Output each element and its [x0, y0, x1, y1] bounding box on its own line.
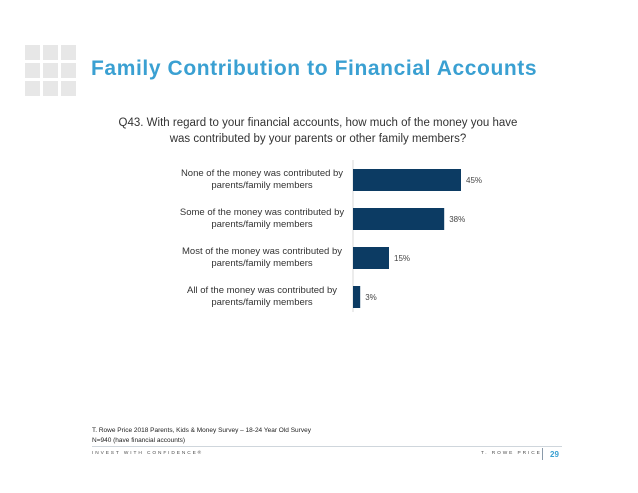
footer-divider — [92, 446, 562, 447]
footnote-sample: N=940 (have financial accounts) — [92, 437, 186, 444]
footer-tagline: INVEST WITH CONFIDENCE® — [92, 451, 204, 456]
category-label: parents/family members — [211, 297, 313, 308]
bar — [353, 247, 389, 269]
bar — [353, 208, 444, 230]
bar — [353, 169, 461, 191]
survey-question: Q43. With regard to your financial accounts, how much of the money you have was contributed by your parents or other family members? — [118, 117, 518, 145]
category-label: parents/family members — [211, 258, 313, 269]
source-footnote — [92, 426, 311, 446]
category-label: None of the money was contributed by — [180, 168, 344, 179]
page-number: 29 — [550, 450, 559, 459]
category-label: Some of the money was contributed by — [179, 207, 345, 218]
data-label: 3% — [365, 293, 377, 302]
footer-brand: T. ROWE PRICE — [481, 451, 542, 456]
category-label: parents/family members — [211, 219, 313, 230]
category-label: parents/family members — [211, 180, 313, 191]
data-label: 38% — [449, 215, 466, 224]
category-label: Most of the money was contributed by — [182, 246, 342, 257]
bar — [353, 286, 360, 308]
page-title: Family Contribution to Financial Accounts — [91, 57, 538, 80]
footnote-source: T. Rowe Price 2018 Parents, Kids & Money Survey – 18-24 Year Old Survey — [92, 427, 311, 434]
footer-separator — [542, 448, 543, 460]
data-label: 45% — [466, 176, 483, 185]
category-label: All of the money was contributed by — [187, 285, 337, 296]
data-label: 15% — [394, 254, 411, 263]
